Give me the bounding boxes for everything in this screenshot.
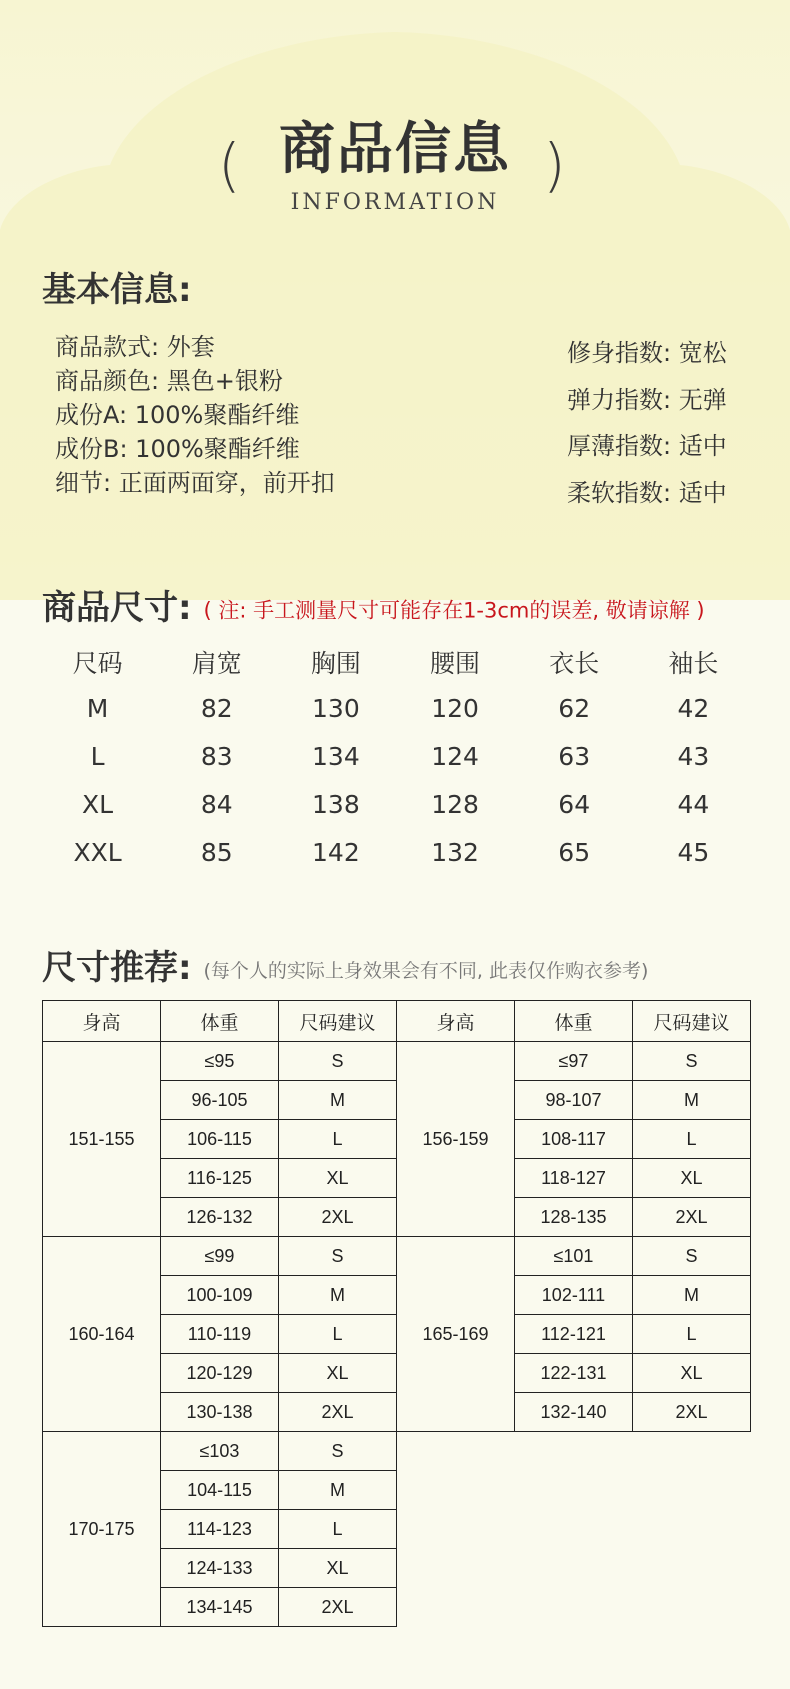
size-cell: 45 [677, 837, 710, 867]
recommend-size-cell: M [633, 1081, 751, 1120]
recommend-height-cell: 165-169 [397, 1237, 515, 1432]
recommend-table-body [43, 1001, 751, 1627]
table-row [43, 1432, 751, 1471]
recommend-size-cell: XL [279, 1159, 397, 1198]
empty-cell [397, 1471, 751, 1510]
basic-info-heading: 基本信息: [42, 270, 192, 310]
recommend-size-cell: 2XL [279, 1588, 397, 1627]
recommend-size-cell: L [279, 1315, 397, 1354]
size-col-header: 尺码 [72, 649, 123, 678]
header-paren-left: ( [218, 131, 241, 199]
empty-cell [397, 1432, 751, 1471]
recommend-size-cell: S [279, 1432, 397, 1471]
recommend-size-cell: XL [279, 1549, 397, 1588]
size-cell: 82 [200, 693, 233, 723]
recommend-weight-cell: 106-115 [161, 1120, 279, 1159]
size-cell: 43 [677, 741, 710, 771]
recommend-col-header: 身高 [397, 1001, 515, 1042]
table-row [38, 684, 753, 732]
recommend-weight-cell: 132-140 [515, 1393, 633, 1432]
recommend-size-cell: 2XL [279, 1198, 397, 1237]
recommend-heading: 尺寸推荐: [42, 948, 192, 988]
header-paren-right: ) [543, 131, 566, 199]
recommend-col-header: 体重 [161, 1001, 279, 1042]
size-cell: 124 [431, 741, 479, 771]
size-cell: 84 [200, 789, 233, 819]
recommend-height-cell: 160-164 [43, 1237, 161, 1432]
recommend-weight-cell: 130-138 [161, 1393, 279, 1432]
recommend-size-cell: M [633, 1276, 751, 1315]
basic-item-color: 商品颜色: 黑色+银粉 [55, 367, 283, 395]
recommend-weight-cell: 126-132 [161, 1198, 279, 1237]
size-cell: 134 [312, 741, 360, 771]
recommend-size-cell: M [279, 1471, 397, 1510]
size-note: ( 注: 手工测量尺寸可能存在1-3cm的误差, 敬请谅解 ) [203, 598, 705, 623]
size-cell: 130 [312, 693, 360, 723]
recommend-weight-cell: ≤97 [515, 1042, 633, 1081]
recommend-weight-cell: 114-123 [161, 1510, 279, 1549]
size-col-header: 胸围 [310, 649, 361, 678]
recommend-weight-cell: 104-115 [161, 1471, 279, 1510]
recommend-height-cell: 170-175 [43, 1432, 161, 1627]
recommend-weight-cell: 102-111 [515, 1276, 633, 1315]
recommend-weight-cell: ≤101 [515, 1237, 633, 1276]
size-col-header: 袖长 [668, 649, 719, 678]
recommend-size-cell: L [279, 1510, 397, 1549]
size-cell: 44 [677, 789, 710, 819]
size-table-body [38, 684, 753, 876]
recommend-size-cell: M [279, 1081, 397, 1120]
recommend-size-cell: 2XL [633, 1198, 751, 1237]
size-cell: XXL [73, 837, 122, 867]
recommend-size-cell: XL [633, 1354, 751, 1393]
empty-cell [397, 1549, 751, 1588]
recommend-size-cell: S [633, 1237, 751, 1276]
size-cell: 128 [431, 789, 479, 819]
recommend-col-header: 身高 [43, 1001, 161, 1042]
recommend-weight-cell: 108-117 [515, 1120, 633, 1159]
recommend-weight-cell: 116-125 [161, 1159, 279, 1198]
basic-info-right-list [567, 330, 727, 516]
page-subtitle: INFORMATION [290, 190, 500, 215]
recommend-weight-cell: 124-133 [161, 1549, 279, 1588]
page-title: 商品信息 [279, 117, 511, 182]
basic-item-softness: 柔软指数: 适中 [567, 478, 727, 507]
recommend-weight-cell: 122-131 [515, 1354, 633, 1393]
recommend-size-cell: S [633, 1042, 751, 1081]
recommend-weight-cell: 96-105 [161, 1081, 279, 1120]
recommend-size-cell: S [279, 1042, 397, 1081]
recommend-weight-cell: 100-109 [161, 1276, 279, 1315]
recommend-weight-cell: ≤99 [161, 1237, 279, 1276]
recommend-col-header: 尺码建议 [279, 1001, 397, 1042]
recommend-weight-cell: 128-135 [515, 1198, 633, 1237]
recommend-weight-cell: ≤103 [161, 1432, 279, 1471]
size-cell: XL [82, 789, 114, 819]
basic-item-material-b: 成份B: 100%聚酯纤维 [55, 435, 300, 463]
recommend-heading-row [42, 940, 648, 989]
recommend-size-cell: S [279, 1237, 397, 1276]
size-cell: 63 [558, 741, 591, 771]
size-cell: 42 [677, 693, 710, 723]
recommend-size-cell: L [633, 1120, 751, 1159]
table-row [38, 780, 753, 828]
recommend-col-header: 体重 [515, 1001, 633, 1042]
recommend-size-cell: XL [279, 1354, 397, 1393]
recommend-size-cell: XL [633, 1159, 751, 1198]
size-col-header: 衣长 [549, 649, 600, 678]
recommend-weight-cell: 98-107 [515, 1081, 633, 1120]
recommend-size-cell: L [279, 1120, 397, 1159]
size-cell: 120 [431, 693, 479, 723]
recommend-weight-cell: 112-121 [515, 1315, 633, 1354]
size-col-header: 肩宽 [191, 649, 242, 678]
recommend-size-cell: 2XL [279, 1393, 397, 1432]
size-cell: 138 [312, 789, 360, 819]
recommend-size-cell: M [279, 1276, 397, 1315]
size-cell: 142 [312, 837, 360, 867]
recommend-size-cell: L [633, 1315, 751, 1354]
recommend-table [42, 1000, 751, 1627]
size-heading-row [42, 580, 705, 629]
basic-item-style: 商品款式: 外套 [55, 333, 215, 361]
basic-item-material-a: 成份A: 100%聚酯纤维 [55, 401, 300, 429]
size-cell: 64 [558, 789, 591, 819]
recommend-size-cell: 2XL [633, 1393, 751, 1432]
table-row [43, 1042, 751, 1081]
table-row [38, 732, 753, 780]
recommend-height-cell: 151-155 [43, 1042, 161, 1237]
recommend-weight-cell: 118-127 [515, 1159, 633, 1198]
size-cell: M [86, 693, 109, 723]
basic-item-thickness: 厚薄指数: 适中 [567, 432, 727, 460]
recommend-col-header: 尺码建议 [633, 1001, 751, 1042]
recommend-weight-cell: ≤95 [161, 1042, 279, 1081]
basic-item-fit: 修身指数: 宽松 [567, 339, 727, 367]
size-cell: L [90, 741, 105, 771]
size-cell: 62 [558, 693, 591, 723]
recommend-height-cell: 156-159 [397, 1042, 515, 1237]
recommend-weight-cell: 110-119 [161, 1315, 279, 1354]
size-col-header: 腰围 [430, 649, 481, 678]
size-cell: 83 [200, 741, 233, 771]
size-table [38, 640, 753, 876]
table-row [38, 828, 753, 876]
basic-item-detail: 细节: 正面两面穿，前开扣 [55, 469, 335, 497]
size-heading: 商品尺寸: [42, 588, 192, 628]
basic-item-stretch: 弹力指数: 无弹 [567, 385, 727, 414]
empty-cell [397, 1510, 751, 1549]
recommend-note: (每个人的实际上身效果会有不同, 此表仅作购衣参考) [203, 960, 649, 982]
size-cell: 132 [431, 837, 479, 867]
size-cell: 85 [200, 837, 233, 867]
recommend-weight-cell: 134-145 [161, 1588, 279, 1627]
basic-info-left-list [55, 330, 335, 500]
empty-cell [397, 1588, 751, 1627]
size-cell: 65 [558, 837, 591, 867]
recommend-weight-cell: 120-129 [161, 1354, 279, 1393]
table-row [43, 1237, 751, 1276]
page-header [0, 118, 790, 228]
